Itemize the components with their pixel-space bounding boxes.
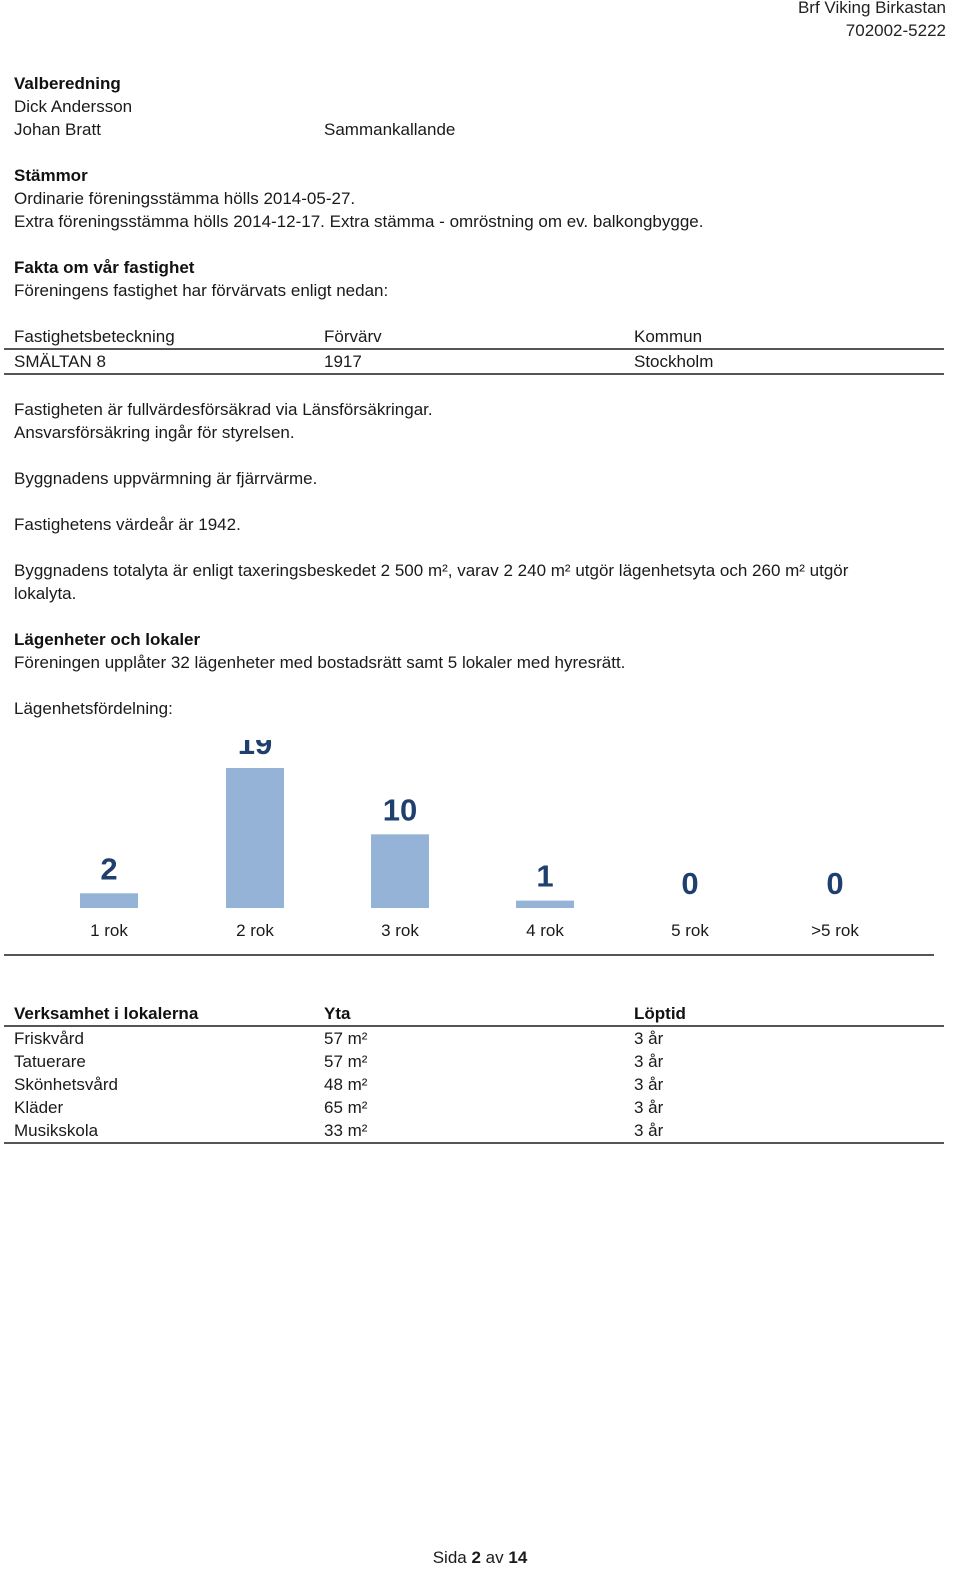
column-header: Förvärv — [324, 327, 382, 346]
chart-divider — [4, 954, 934, 956]
chart-svg — [0, 740, 960, 960]
category-label: 4 rok — [526, 921, 564, 940]
data-label: 0 — [826, 866, 844, 901]
table-cell: 3 år — [634, 1121, 664, 1140]
data-label: 19 — [237, 740, 273, 761]
footer-prefix: Sida — [432, 1548, 467, 1567]
member-name: Johan Bratt — [14, 120, 101, 139]
data-label: 1 — [536, 858, 554, 894]
fakta-heading: Fakta om vår fastighet — [14, 258, 195, 277]
column-header: Yta — [324, 1004, 351, 1023]
data-label: 10 — [382, 792, 418, 828]
liability-text: Ansvarsförsäkring ingår för styrelsen. — [14, 423, 295, 442]
category-label: 3 rok — [381, 921, 419, 940]
area-text: Byggnadens totalyta är enligt taxeringsbeskedet 2 500 m², varav 2 240 m² utgör lägenhetsyta och 260 m² utgör — [14, 561, 849, 580]
table-cell: 65 m² — [324, 1098, 368, 1117]
lagenheter-heading: Lägenheter och lokaler — [14, 630, 201, 649]
table-row — [4, 1119, 944, 1144]
lokaler-table-header — [4, 1002, 944, 1027]
footer-page: 2 — [471, 1548, 481, 1567]
bar-3rok — [371, 834, 429, 908]
value-year-text: Fastighetens värdeår är 1942. — [14, 515, 241, 534]
main-content — [14, 72, 944, 720]
table-row — [14, 1050, 944, 1073]
column-header: Löptid — [634, 1004, 686, 1023]
apartment-distribution-chart — [0, 740, 960, 960]
lokaler-table-body — [14, 1027, 944, 1144]
org-number: 702002-5222 — [845, 21, 946, 40]
fakta-intro: Föreningens fastighet har förvärvats enligt nedan: — [14, 281, 389, 300]
column-header: Kommun — [634, 327, 703, 346]
table-cell: SMÄLTAN 8 — [14, 352, 106, 371]
category-label: 1 rok — [90, 921, 128, 940]
table-cell: 3 år — [634, 1052, 664, 1071]
page-footer — [0, 1546, 960, 1569]
table-cell: 3 år — [634, 1029, 664, 1048]
lagenheter-text: Föreningen upplåter 32 lägenheter med bostadsrätt samt 5 lokaler med hyresrätt. — [14, 653, 626, 672]
member-row — [14, 95, 944, 118]
column-header: Verksamhet i lokalerna — [14, 1004, 199, 1023]
table-cell: Stockholm — [634, 352, 714, 371]
insurance-text: Fastigheten är fullvärdesförsäkrad via Länsförsäkringar. — [14, 400, 433, 419]
member-role — [324, 95, 634, 118]
table-row — [14, 1073, 944, 1096]
category-label: 5 rok — [671, 921, 709, 940]
stamma-line: Extra föreningsstämma hölls 2014-12-17. Extra stämma - omröstning om ev. balkongbygge. — [14, 212, 704, 231]
stamma-line: Ordinarie föreningsstämma hölls 2014-05-27. — [14, 189, 356, 208]
table-cell: 3 år — [634, 1075, 664, 1094]
table-row — [14, 1096, 944, 1119]
bar-4rok — [516, 901, 574, 908]
table-cell: 48 m² — [324, 1075, 368, 1094]
chart-intro: Lägenhetsfördelning: — [14, 699, 173, 718]
category-label: 2 rok — [236, 921, 274, 940]
table-cell: 57 m² — [324, 1029, 368, 1048]
valberedning-heading: Valberedning — [14, 74, 121, 93]
table-cell: Friskvård — [14, 1029, 84, 1048]
table-row — [14, 1027, 944, 1050]
stammor-heading: Stämmor — [14, 166, 88, 185]
data-label: 2 — [100, 851, 118, 887]
bar-1rok — [80, 893, 138, 908]
lokaler-table — [14, 1002, 944, 1144]
member-role: Sammankallande — [324, 120, 456, 139]
column-header: Fastighetsbeteckning — [14, 327, 175, 346]
data-label: 0 — [681, 866, 699, 901]
property-table-row — [4, 350, 944, 375]
category-label: >5 rok — [811, 921, 859, 940]
member-row — [14, 118, 944, 141]
table-cell: 57 m² — [324, 1052, 368, 1071]
page-header — [798, 0, 946, 42]
org-name: Brf Viking Birkastan — [797, 0, 946, 17]
table-cell: Tatuerare — [14, 1052, 86, 1071]
table-cell: Musikskola — [14, 1121, 99, 1140]
table-cell: 1917 — [324, 352, 362, 371]
table-cell: Kläder — [14, 1098, 64, 1117]
table-cell: Skönhetsvård — [14, 1075, 118, 1094]
bar-2rok — [226, 768, 284, 908]
heating-text: Byggnadens uppvärmning är fjärrvärme. — [14, 469, 318, 488]
member-name: Dick Andersson — [14, 97, 133, 116]
table-cell: 33 m² — [324, 1121, 368, 1140]
table-cell: 3 år — [634, 1098, 664, 1117]
footer-sep: av — [485, 1548, 504, 1567]
property-table-header — [4, 325, 944, 350]
area-text-cont: lokalyta. — [14, 584, 77, 603]
footer-total: 14 — [508, 1548, 528, 1567]
